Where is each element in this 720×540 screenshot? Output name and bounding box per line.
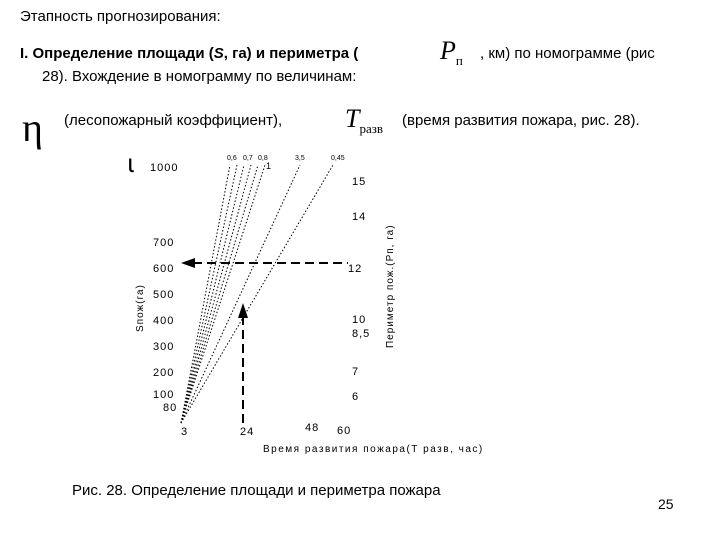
- perimeter-symbol-subscript: п: [455, 53, 463, 68]
- right-tick: 8,5: [352, 328, 371, 340]
- step-heading-mid: , га) и периметра (: [223, 45, 359, 62]
- eta-line: [181, 165, 251, 423]
- eta-top-label: 0,45: [331, 155, 345, 162]
- figure-caption: Рис. 28. Определение площади и периметра пожара: [72, 482, 441, 499]
- page-title: Этапность прогнозирования:: [20, 8, 221, 25]
- bottom-axis-label: Время развития пожара(Т разв, час): [263, 444, 484, 455]
- left-tick: 100: [153, 389, 175, 401]
- eta-top-label: 0,6: [227, 155, 237, 162]
- bottom-tick: 24: [240, 426, 255, 438]
- bottom-axis-ticks: [181, 422, 351, 438]
- bottom-tick: 3: [181, 426, 189, 438]
- area-symbol: S: [213, 45, 224, 62]
- t-label: (время развития пожара, рис. 28).: [402, 112, 640, 129]
- eta-top-label: 3,5: [295, 155, 305, 162]
- right-tick: 12: [348, 263, 363, 275]
- left-tick: 500: [153, 289, 175, 301]
- eta-top-label: 0,8: [258, 155, 268, 162]
- left-axis-label: Sпож(га): [135, 284, 146, 332]
- eta-symbol: η: [22, 105, 43, 150]
- left-axis-ticks: [153, 237, 177, 414]
- eta-value: 1000: [150, 162, 179, 174]
- arrow-up-icon: [238, 303, 248, 318]
- right-tick: 6: [352, 391, 360, 403]
- bottom-tick: 48: [305, 422, 320, 434]
- page-number: 25: [658, 496, 674, 512]
- eta-top-label: 1: [266, 161, 272, 171]
- eta-line: [181, 165, 333, 423]
- eta-line: [181, 165, 300, 423]
- right-tick: 10: [352, 314, 367, 326]
- eta-line: [181, 165, 265, 423]
- example-path: [193, 263, 348, 423]
- perimeter-symbol-letter: P: [440, 36, 456, 65]
- eta-line: [181, 165, 237, 423]
- right-tick: 15: [352, 176, 367, 188]
- arrow-left-icon: [181, 258, 195, 268]
- step-heading-line3: 28). Вхождение в номограмму по величинам:: [42, 68, 357, 85]
- t-symbol-letter: T: [345, 104, 360, 133]
- left-tick: 400: [153, 315, 175, 327]
- left-tick: 700: [153, 237, 175, 249]
- bottom-tick: 60: [337, 425, 352, 437]
- eta-lines: [181, 165, 333, 423]
- eta-line: [181, 165, 258, 423]
- step-heading-prefix: I. Определение площади (: [20, 45, 214, 62]
- eta-line: [181, 165, 230, 423]
- eta-line: [181, 165, 244, 423]
- step-heading-suffix: , км) по номограмме (рис: [480, 45, 655, 62]
- left-tick: 200: [153, 367, 175, 379]
- eta-label: (лесопожарный коэффициент),: [64, 112, 283, 129]
- right-axis-label: Периметр пож.(Pп, га): [385, 224, 396, 348]
- eta-top-label: 0,7: [243, 155, 253, 162]
- t-symbol-subscript: разв: [359, 121, 384, 136]
- right-tick: 7: [352, 366, 360, 378]
- left-tick: 300: [153, 341, 175, 353]
- left-tick: 600: [153, 263, 175, 275]
- left-tick: 80: [163, 402, 178, 414]
- right-axis-ticks: [348, 176, 370, 403]
- right-tick: 14: [352, 211, 367, 223]
- eta-glyph: ɩ: [128, 148, 134, 178]
